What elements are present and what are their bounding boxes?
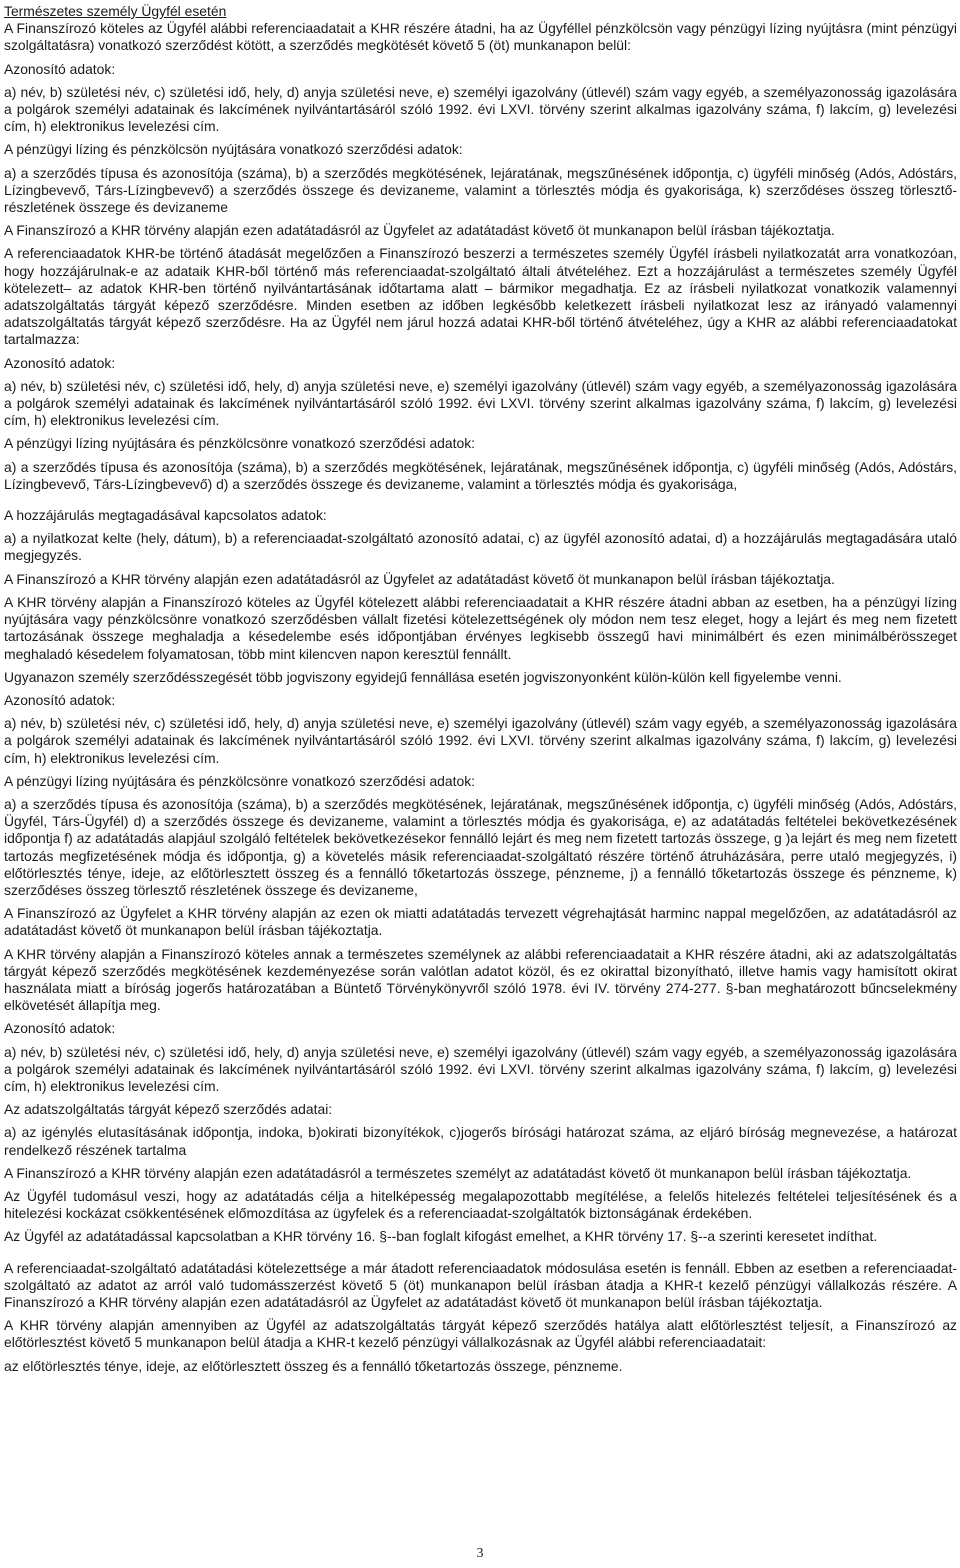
- paragraph: A Finanszírozó a KHR törvény alapján ezen adatátadásról az Ügyfelet az adatátadást követő öt munkanapon belül írásban tájékoztatja.: [4, 222, 835, 239]
- paragraph: A Finanszírozó az Ügyfelet a KHR törvény alapján az ezen ok miatti adatátadás tervezett végrehajtását harminc nappal megelőzően, az adatátadásról az adatátadást követő öt munkanapon belül írásban tájékoztatja.: [4, 905, 957, 939]
- paragraph: A hozzájárulás megtagadásával kapcsolatos adatok:: [4, 507, 327, 524]
- paragraph: A KHR törvény alapján a Finanszírozó köteles annak a természetes személynek az alábbi referenciaadatait a KHR részére átadni, aki az adatszolgáltatás tárgyát képező szerződés megkötésének kezdeményezése során valótlan adatot közöl, és ez okirattal bizonyítható, illetve hamis vagy hamisított okirat használata miatt a bíróság jogerős határozatában a Büntető Törvénykönyvről szóló 1978. évi IV. törvény 274-277. §-ban meghatározott bűncselekmény elkövetését állapítja meg.: [4, 945, 957, 1014]
- paragraph: Az Ügyfél az adatátadással kapcsolatban a KHR törvény 16. §--ban foglalt kifogást emelhet, a KHR törvény 17. §--a szerinti keresetet indíthat.: [4, 1228, 878, 1245]
- paragraph: a) a szerződés típusa és azonosítója (száma), b) a szerződés megkötésének, lejáratának, megszűnésének időpontja, c) ügyféli minőség (Adós, Adóstárs, Lízingbevevő, Társ-Lízingbevevő) d) a szerződés összege és devizaneme, valamint a törlesztés módja és gyakorisága,: [4, 458, 957, 492]
- section-title: Természetes személy Ügyfél esetén: [4, 3, 227, 19]
- paragraph: Azonosító adatok:: [4, 354, 116, 371]
- paragraph: A Finanszírozó a KHR törvény alapján ezen adatátadásról az Ügyfelet az adatátadást követő öt munkanapon belül írásban tájékoztatja.: [4, 570, 835, 587]
- paragraph: A KHR törvény alapján a Finanszírozó köteles az Ügyfél kötelezett alábbi referenciaadatait a KHR részére átadni abban az esetben, ha a pénzügyi lízing nyújtására vagy pénzkölcsönre vonatkozó szerződésben vállalt fizetési kötelezettségének oly módon nem tesz eleget, hogy a lejárt és meg nem fizetett tartozásának összege meghaladja a késedelembe esés időpontjában érvényes legkisebb összegű havi minimálbért és ezen minimálbérösszeget meghaladó késedelem folyamatosan, több mint kilencven napon keresztül fennállt.: [4, 593, 957, 662]
- paragraph: A referenciaadatok KHR-be történő átadását megelőzően a Finanszírozó beszerzi a természetes személy Ügyfél írásbeli nyilatkozatát arra vonatkozóan, hogy hozzájárulnak-e az adataik KHR-ből történő más referenciaadat-szolgáltató általi átvételéhez. Ezt a hozzájárulást a természetes személy Ügyfél kötelezett– az adatok KHR-ben történő nyilvántartásának időtartama alatt – bármikor megadhatja. Ez az írásbeli nyilatkozat vonatkozik valamennyi adatszolgáltatás tárgyát képező szerződésre. Minden esetben az időben legkésőbb keletkezett írásbeli nyilatkozat lesz az irányadó valamennyi adatszolgáltatás tárgyát képező szerződésre. Ha az Ügyfél nem járul hozzá adatai KHR-ből történő átvételéhez, úgy a KHR az alábbi referenciaadatokat tartalmazza:: [4, 245, 957, 348]
- paragraph: a) a szerződés típusa és azonosítója (száma), b) a szerződés megkötésének, lejáratának, megszűnésének időpontja, c) ügyféli minőség (Adós, Adóstárs, Lízingbevevő, Társ-Lízingbevevő) a szerződés összege és devizaneme, valamint a törlesztés módja és gyakorisága, k) szerződéses összeg törlesztő-részletének összege és devizaneme: [4, 164, 957, 216]
- paragraph: A pénzügyi lízing nyújtására és pénzkölcsönre vonatkozó szerződési adatok:: [4, 772, 476, 789]
- paragraph: A Finanszírozó a KHR törvény alapján ezen adatátadásról a természetes személyt az adatátadást követő öt munkanapon belül írásban tájékoztatja.: [4, 1164, 912, 1181]
- paragraph: az előtörlesztés ténye, ideje, az előtörlesztett összeg és a fennálló tőketartozás összege, pénzneme.: [4, 1357, 623, 1374]
- paragraph: A pénzügyi lízing nyújtására és pénzkölcsönre vonatkozó szerződési adatok:: [4, 435, 476, 452]
- paragraph: Azonosító adatok:: [4, 1020, 116, 1037]
- paragraph: A pénzügyi lízing és pénzkölcsön nyújtására vonatkozó szerződési adatok:: [4, 141, 463, 158]
- paragraph: a) név, b) születési név, c) születési idő, hely, d) anyja születési neve, e) személyi igazolvány (útlevél) szám vagy egyéb, a személyazonosság igazolására a polgárok személyi adatainak és lakcímének nyilvántartásáról szóló 1992. évi LXVI. törvény szerint alkalmas igazolvány száma, f) lakcím, g) levelezési cím, h) elektronikus levelezési cím.: [4, 83, 957, 135]
- paragraph: a) a nyilatkozat kelte (hely, dátum), b) a referenciaadat-szolgáltató azonosító adatai, c) az ügyfél azonosító adatai, d) a hozzájárulás megtagadására utaló megjegyzés.: [4, 530, 957, 564]
- paragraph: Az Ügyfél tudomásul veszi, hogy az adatátadás célja a hitelképesség megalapozottabb megítélése, a felelős hitelezés feltételei teljesítésének és a hitelezési kockázat csökkentésének előmozdítása az ügyfelek és a referenciaadat-szolgáltatók biztonságának érdekében.: [4, 1187, 957, 1222]
- paragraph: A KHR törvény alapján amennyiben az Ügyfél az adatszolgáltatás tárgyát képező szerződés hatálya alatt előtörlesztést teljesít, a Finanszírozó az előtörlesztést követő 5 munkanapon belül átadja a KHR-t kezelő pénzügyi vállalkozásnak az Ügyfél alábbi referenciaadatait:: [4, 1317, 957, 1351]
- paragraph: A Finanszírozó köteles az Ügyfél alábbi referenciaadatait a KHR részére átadni, ha az Ügyféllel pénzkölcsön vagy pénzügyi lízing nyújtásra (mint pénzügyi szolgáltatásra) vonatkozó szerződést kötött, a szerződés megkötését követő 5 (öt) munkanapon belül:: [4, 20, 957, 54]
- paragraph: a) a szerződés típusa és azonosítója (száma), b) a szerződés megkötésének, lejáratának, megszűnésének időpontja, c) ügyféli minőség (Adós, Adóstárs, Ügyfél, Társ-Ügyfél) d) a szerződés összege és devizaneme, valamint a törlesztés módja és gyakorisága, e) az adatátadás feltételei bekövetkezésének időpontja f) az adatátadás alapjául szolgáló feltételek bekövetkezésekor fennálló lejárt és meg nem fizetett tartozás összege, g )a lejárt és meg nem fizetett tartozás megfizetésének módja és időpontja, g) a követelés másik referenciaadat-szolgáltató részére történő átruházására, perre utaló megjegyzés, i) előtörlesztés ténye, ideje, az előtörlesztett összeg és a fennálló tőketartozás összege, pénzneme, j) a fennálló tőketartozás összege és pénzneme, k) szerződéses összeg törlesztő részletének összege és devizaneme,: [4, 795, 957, 898]
- paragraph: a) név, b) születési név, c) születési idő, hely, d) anyja születési neve, e) személyi igazolvány (útlevél) szám vagy egyéb, a személyazonosság igazolására a polgárok személyi adatainak és lakcímének nyilvántartásáról szóló 1992. évi LXVI. törvény szerint alkalmas igazolvány száma, f) lakcím, g) levelezési cím, h) elektronikus levelezési cím.: [4, 1043, 957, 1094]
- paragraph: Azonosító adatok:: [4, 691, 116, 708]
- paragraph: Ugyanazon személy szerződésszegését több jogviszony egyidejű fennállása esetén jogviszonyonként külön-külön kell figyelembe venni.: [4, 668, 842, 685]
- paragraph: Azonosító adatok:: [4, 60, 116, 77]
- page-number: 3: [476, 1546, 484, 1561]
- paragraph: A referenciaadat-szolgáltató adatátadási kötelezettsége a már átadott referenciaadatok módosulása esetén is fennáll. Ebben az esetben a referenciaadat-szolgáltató az adatot az arról való tudomásszerzést követő 5 (öt) munkanapon belül írásban átadja a KHR-t kezelő pénzügyi vállalkozás részére. A Finanszírozó a KHR törvény alapján ezen adatátadásról az Ügyfelet az adatátadást követő öt munkanapon belül írásban tájékoztatja.: [4, 1259, 957, 1310]
- paragraph: a) név, b) születési név, c) születési idő, hely, d) anyja születési neve, e) személyi igazolvány (útlevél) szám vagy egyéb, a személyazonosság igazolására a polgárok személyi adatainak és lakcímének nyilvántartásáról szóló 1992. évi LXVI. törvény szerint alkalmas igazolvány száma, f) lakcím, g) levelezési cím, h) elektronikus levelezési cím.: [4, 715, 957, 766]
- paragraph: a) az igénylés elutasításának időpontja, indoka, b)okirati bizonyítékok, c)jogerős bírósági határozat száma, az eljáró bíróság megnevezése, a határozat rendelkező részének tartalma: [4, 1124, 957, 1158]
- paragraph: Az adatszolgáltatás tárgyát képező szerződés adatai:: [4, 1101, 333, 1118]
- paragraph: a) név, b) születési név, c) születési idő, hely, d) anyja születési neve, e) személyi igazolvány (útlevél) szám vagy egyéb, a személyazonosság igazolására a polgárok személyi adatainak és lakcímének nyilvántartásáról szóló 1992. évi LXVI. törvény szerint alkalmas igazolvány száma, f) lakcím, g) levelezési cím, h) elektronikus levelezési cím.: [4, 377, 957, 429]
